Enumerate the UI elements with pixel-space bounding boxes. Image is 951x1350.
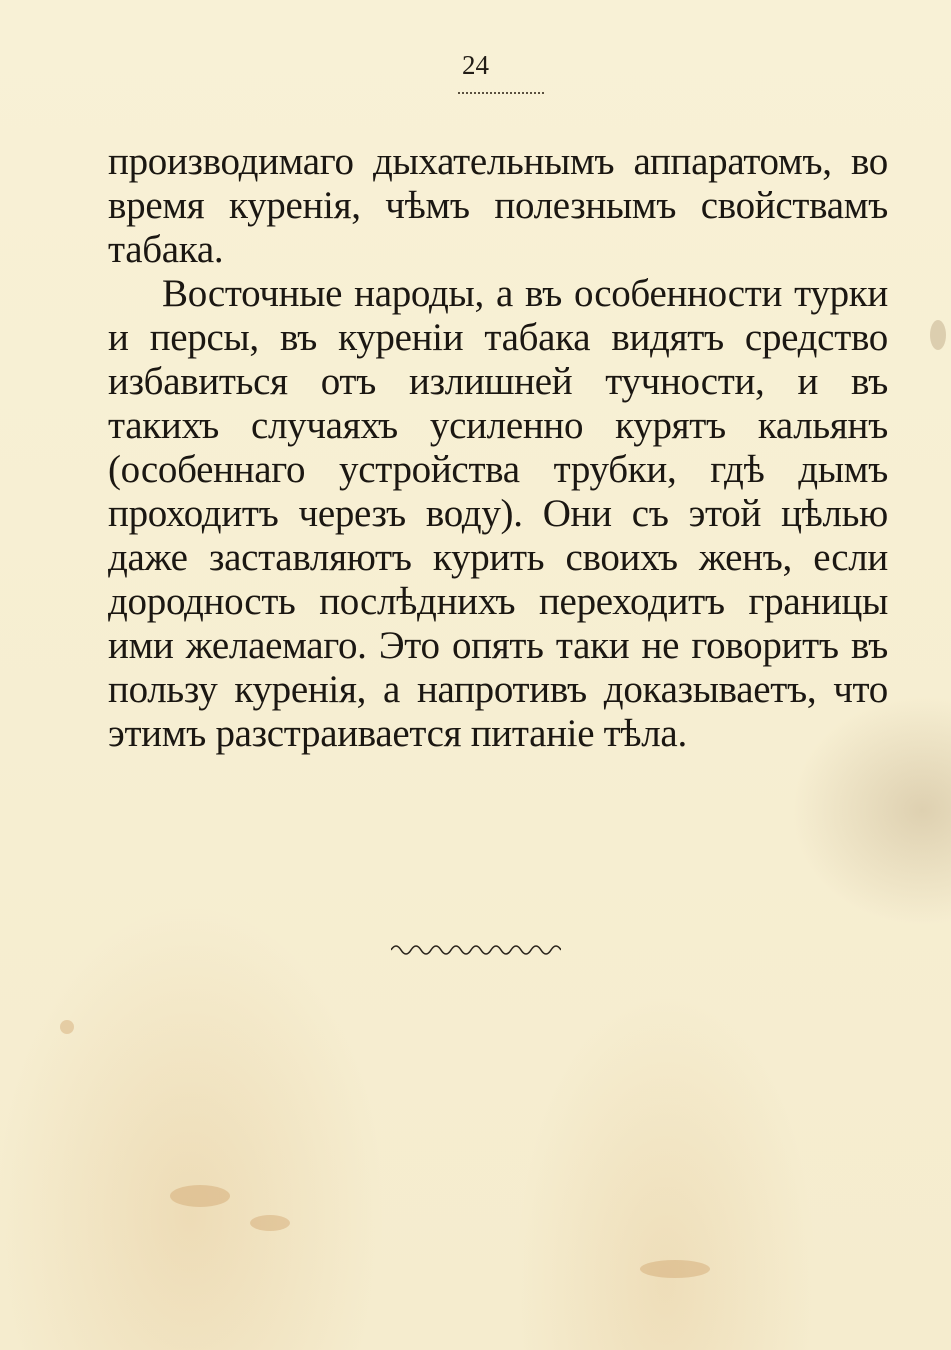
paper-stain bbox=[640, 1260, 710, 1278]
body-text bbox=[108, 140, 888, 756]
page-number-rule bbox=[458, 92, 544, 94]
paper-stain bbox=[930, 320, 946, 350]
paragraph-continuation: производимаго дыхательнымъ аппаратомъ, во время куренія, чѣмъ полезнымъ свойствамъ табака. bbox=[108, 140, 888, 271]
paper-stain bbox=[60, 1020, 74, 1034]
page-number: 24 bbox=[462, 50, 489, 80]
wavy-line-ornament-icon bbox=[0, 938, 951, 962]
paper-stain bbox=[250, 1215, 290, 1231]
paper-stain bbox=[170, 1185, 230, 1207]
paragraph-eastern-peoples: Восточные народы, а въ особенности турки и персы, въ куреніи табака видятъ средство избавиться отъ излишней тучности, и въ такихъ случаяхъ усиленно курятъ кальянъ (особеннаго устройства трубки, гдѣ дымъ проходитъ черезъ воду). Они съ этой цѣлью даже заставляютъ курить своихъ женъ, если дородность послѣднихъ переходитъ границы ими желаемаго. Это опять таки не говоритъ въ пользу куренія, а напротивъ доказываетъ, что этимъ разстраивается питаніе тѣла. bbox=[108, 272, 888, 755]
